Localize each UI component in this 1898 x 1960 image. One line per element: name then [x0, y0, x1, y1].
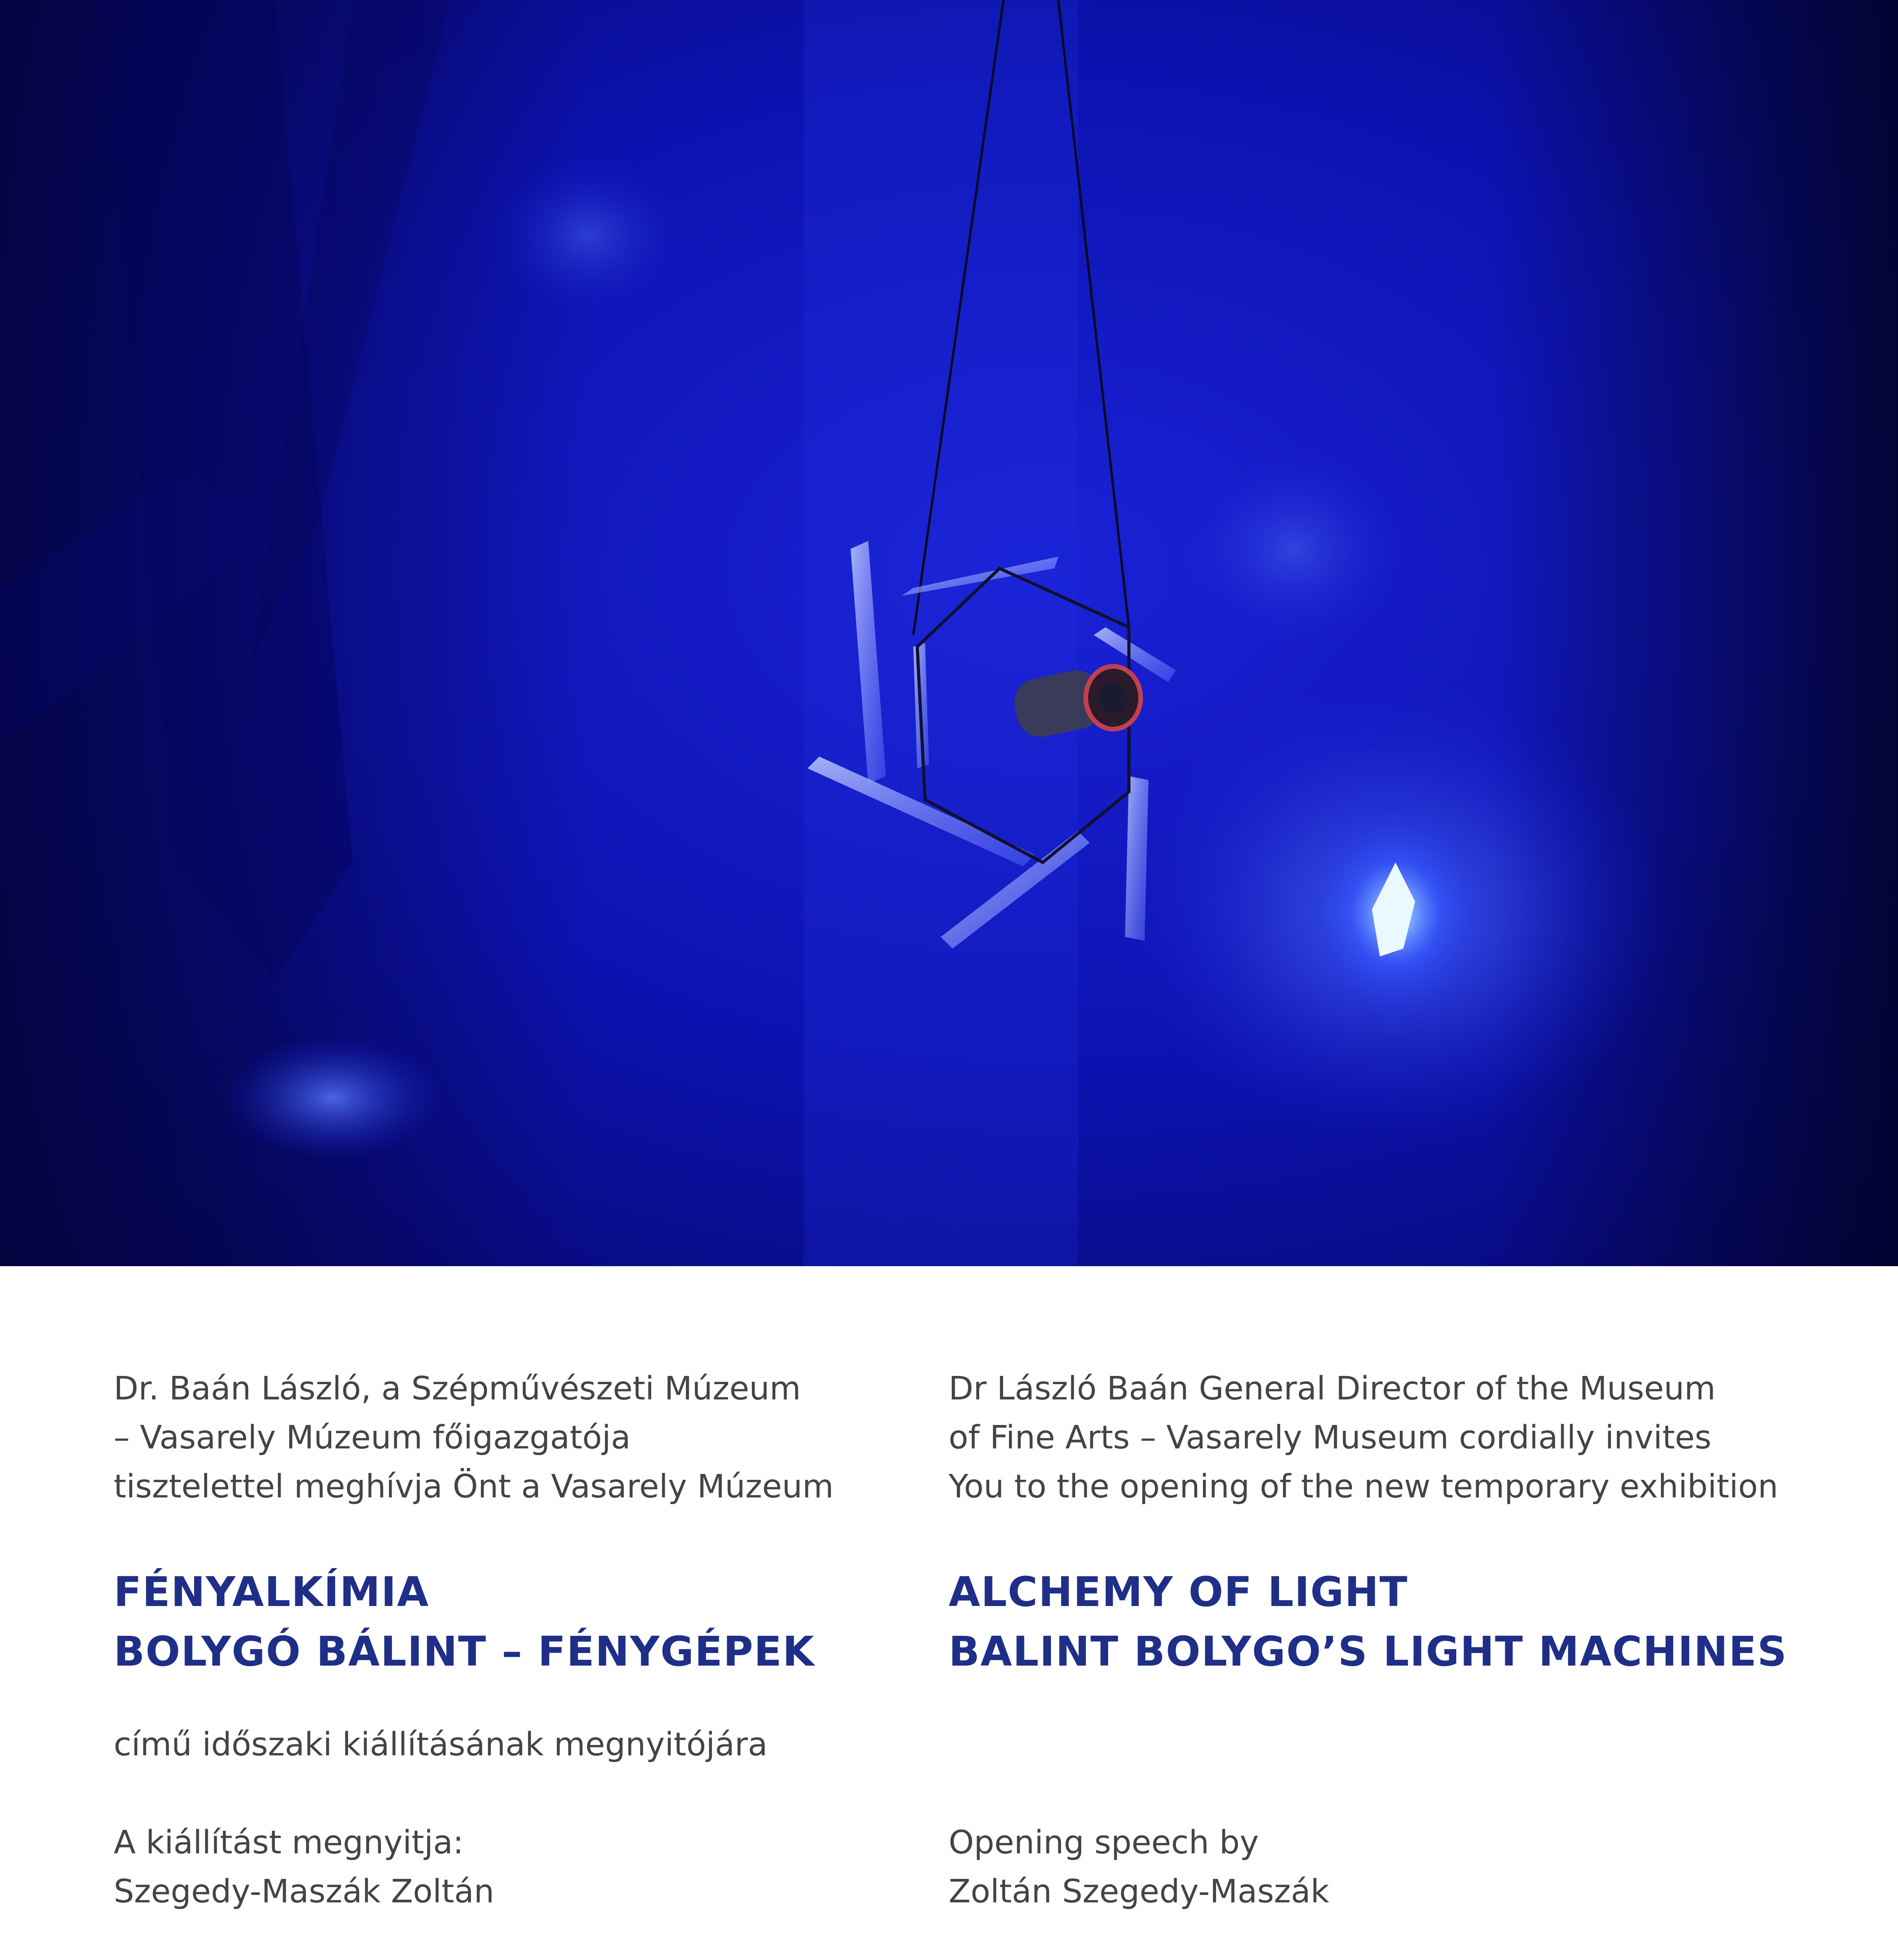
en-intro-line: Dr László Baán General Director of the Museum	[949, 1370, 1716, 1407]
hu-exhibition-title	[114, 1562, 929, 1681]
en-exhibition-title	[949, 1562, 1850, 1681]
en-intro	[949, 1364, 1850, 1511]
hu-intro-line: – Vasarely Múzeum főigazgatója	[114, 1419, 631, 1456]
hu-subtitle-text: című időszaki kiállításának megnyitójára	[114, 1726, 768, 1763]
en-title-line: ALCHEMY OF LIGHT	[949, 1568, 1408, 1616]
en-intro-line: You to the opening of the new temporary exhibition	[949, 1468, 1778, 1505]
hu-opening-line: A kiállítást megnyitja:	[114, 1824, 464, 1861]
hu-intro-line: tisztelettel meghívja Önt a Vasarely Múzeum	[114, 1468, 834, 1505]
en-opening-speaker	[949, 1818, 1850, 1916]
hu-intro-line: Dr. Baán László, a Szépművészeti Múzeum	[114, 1370, 801, 1407]
hu-opening-line: Szegedy-Maszák Zoltán	[114, 1873, 494, 1910]
hu-subtitle	[114, 1720, 929, 1769]
hu-title-line: FÉNYALKÍMIA	[114, 1568, 430, 1616]
hu-opening-speaker	[114, 1818, 929, 1916]
hu-intro	[114, 1364, 929, 1511]
en-title-line: BALINT BOLYGO’S LIGHT MACHINES	[949, 1628, 1787, 1675]
en-intro-line: of Fine Arts – Vasarely Museum cordially invites	[949, 1419, 1712, 1456]
en-opening-line: Zoltán Szegedy-Maszák	[949, 1873, 1329, 1910]
en-opening-line: Opening speech by	[949, 1824, 1259, 1861]
hu-title-line: BOLYGÓ BÁLINT – FÉNYGÉPEK	[114, 1628, 815, 1675]
